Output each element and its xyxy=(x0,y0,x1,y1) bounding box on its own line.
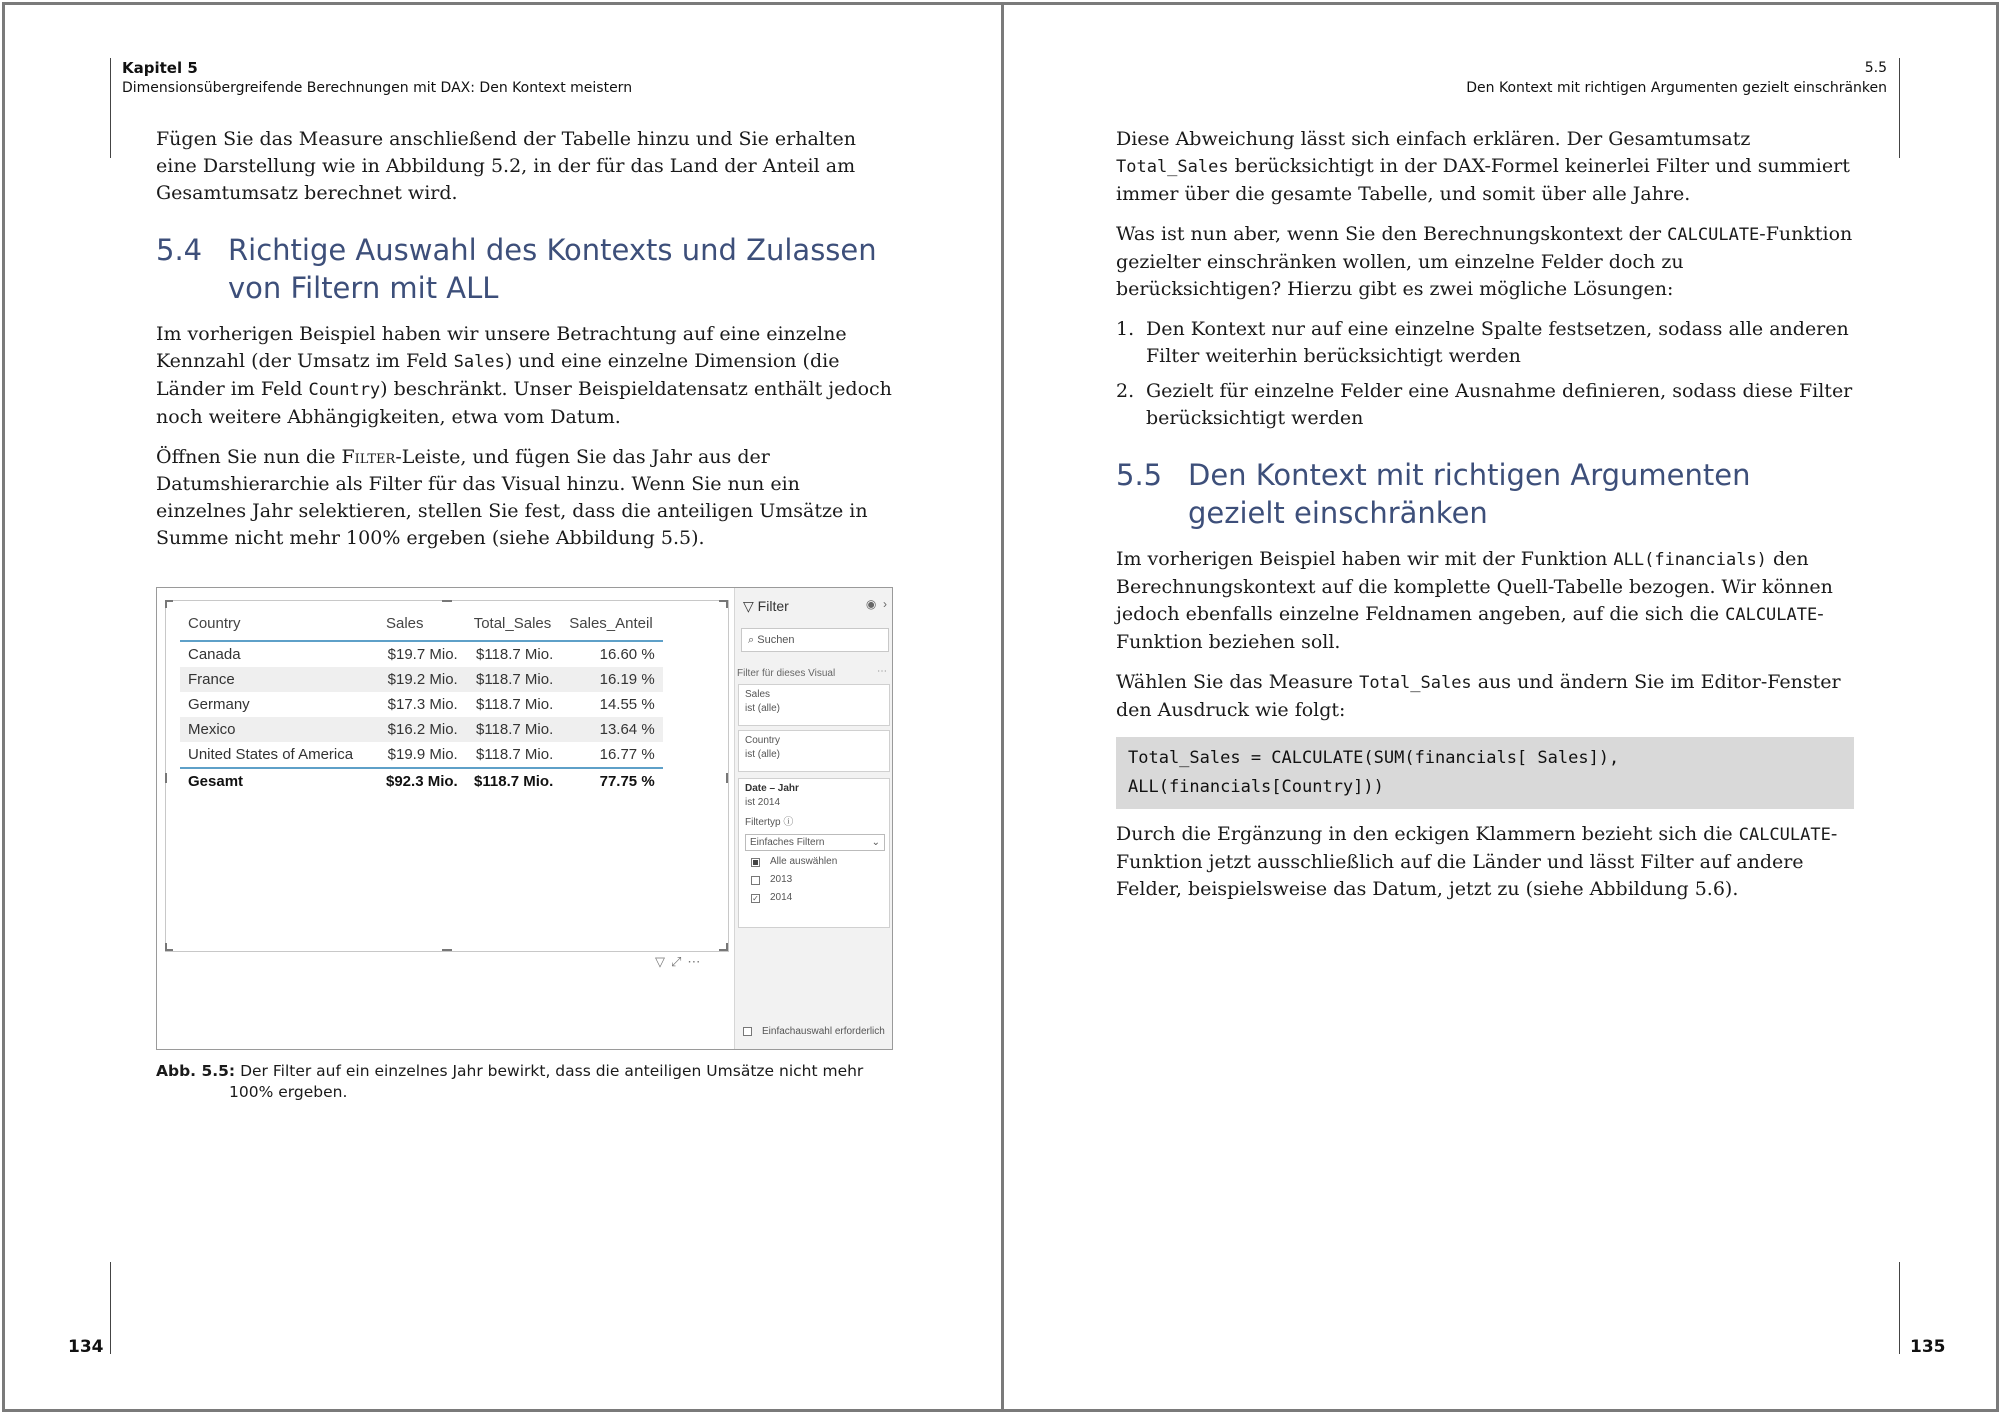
text-run: aus und ändern Sie im Editor-Fenster den Ausdruck wie folgt: xyxy=(1116,671,1841,721)
filter-card-country[interactable] xyxy=(738,730,890,772)
text-run: -Funktion beziehen soll. xyxy=(1116,603,1824,653)
resize-handle[interactable] xyxy=(726,773,728,783)
margin-rule xyxy=(110,1262,111,1354)
filter-type-dropdown[interactable] xyxy=(745,834,885,851)
search-placeholder: Suchen xyxy=(757,634,795,646)
dropdown-value: Einfaches Filtern xyxy=(750,837,825,848)
table-cell: 13.64 % xyxy=(561,717,662,742)
paragraph xyxy=(156,444,893,552)
filter-pane xyxy=(734,588,893,1049)
filter-option-select-all[interactable] xyxy=(745,855,883,869)
paragraph: Fügen Sie das Measure anschließend der Tabelle hinzu und Sie erhalten eine Darstellung wie in Abbildung 5.2, in der für das Land der Anteil am Gesamtumsatz berechnet wird. xyxy=(156,128,856,204)
chapter-label: Kapitel 5 xyxy=(122,59,198,77)
list-item xyxy=(1116,378,1854,432)
info-icon: ⓘ xyxy=(783,817,794,828)
filter-card-field xyxy=(745,782,883,796)
filter-card-sales[interactable] xyxy=(738,684,890,726)
table-cell: Canada xyxy=(188,646,241,663)
column-header[interactable]: Country xyxy=(180,609,378,641)
filter-option-2013[interactable] xyxy=(745,873,883,887)
resize-handle[interactable] xyxy=(165,600,167,608)
text-run: -Funktion gezielter einschränken wollen, um einzelne Felder doch zu berücksichtigen? Hierzu gibt es zwei mögliche Lösungen: xyxy=(1116,223,1853,300)
table-cell: $19.7 Mio. xyxy=(387,646,458,663)
list-text: Gezielt für einzelne Felder eine Ausnahme definieren, sodass diese Filter berücksichtigt werden xyxy=(1146,380,1853,429)
table-cell: Gesamt xyxy=(180,768,378,794)
right-page xyxy=(1004,0,2003,1416)
filter-card-date-year[interactable] xyxy=(738,778,890,928)
data-table xyxy=(180,609,663,794)
filter-pane-header-icons xyxy=(866,597,887,611)
search-icon: ⌕ xyxy=(748,634,755,646)
table-cell: Mexico xyxy=(180,717,378,742)
left-page xyxy=(0,0,1001,1416)
inline-code: CALCULATE xyxy=(1738,825,1831,845)
running-header xyxy=(122,58,632,98)
section-heading xyxy=(156,231,893,307)
filter-card-value: ist (alle) xyxy=(745,703,781,714)
small-caps-term: Filter xyxy=(341,446,396,468)
section-number: 5.5 xyxy=(1116,458,1163,492)
resize-handle[interactable] xyxy=(726,600,728,608)
running-header xyxy=(1466,58,1887,98)
table-cell: $16.2 Mio. xyxy=(378,717,466,742)
table-cell: 14.55 % xyxy=(599,696,655,713)
numbered-list xyxy=(1116,316,1854,432)
table-row[interactable] xyxy=(180,667,663,692)
table-visual[interactable] xyxy=(165,600,729,952)
filter-icon: ▽ xyxy=(743,598,754,614)
resize-handle[interactable] xyxy=(726,943,728,951)
page-number: 135 xyxy=(1910,1337,1946,1357)
paragraph xyxy=(1116,221,1854,303)
table-cell: Germany xyxy=(188,696,250,713)
inline-code: Sales xyxy=(453,352,505,372)
option-label: 2014 xyxy=(770,892,793,903)
column-header[interactable]: Total_Sales xyxy=(466,609,562,641)
figure-caption xyxy=(156,1061,916,1103)
margin-rule xyxy=(110,58,111,158)
caption-text-continued: 100% ergeben. xyxy=(229,1083,348,1101)
list-item xyxy=(1116,316,1854,370)
table-row[interactable] xyxy=(180,717,663,742)
text-run: den Berechnungskontext auf die komplette Quell-Tabelle bezogen. Wir können jedoch ebenfalls einzelne Feldnamen angeben, auf die sich die xyxy=(1116,548,1833,625)
inline-code: Total_Sales xyxy=(1116,157,1229,177)
table-cell: $118.7 Mio. xyxy=(466,768,562,794)
paragraph xyxy=(156,321,893,431)
require-single-selection[interactable] xyxy=(743,1026,885,1037)
option-label: Alle auswählen xyxy=(770,856,838,867)
filter-option-2014[interactable] xyxy=(745,891,883,905)
section-title: Richtige Auswahl des Kontexts und Zulassen von Filtern mit ALL xyxy=(228,233,877,305)
caption-text: Der Filter auf ein einzelnes Jahr bewirkt, dass die anteiligen Umsätze nicht mehr xyxy=(240,1062,864,1080)
table-cell: $17.3 Mio. xyxy=(387,696,458,713)
table-cell: $92.3 Mio. xyxy=(378,768,466,794)
margin-rule xyxy=(1899,1262,1900,1354)
resize-handle[interactable] xyxy=(442,600,452,602)
inline-code: ALL(financials) xyxy=(1613,550,1767,570)
section-number: 5.4 xyxy=(156,233,203,267)
filter-card-value: ist 2014 xyxy=(745,797,781,808)
option-label: 2013 xyxy=(770,874,793,885)
chevron-down-icon: ⌄ xyxy=(871,837,880,848)
filter-field-name: Date – Jahr xyxy=(745,783,799,794)
left-body-text xyxy=(156,126,893,565)
table-row[interactable] xyxy=(180,742,663,768)
filter-search-input[interactable] xyxy=(741,628,889,652)
section-title: Den Kontext mit richtigen Argumenten gezielt einschränken xyxy=(1188,458,1751,530)
text-run: berücksichtigt in der DAX-Formel keinerlei Filter und summiert immer über die gesamte Tabelle, und somit über alle Jahre. xyxy=(1116,155,1850,205)
figure-screenshot xyxy=(156,587,893,1050)
text-run: Wählen Sie das Measure xyxy=(1116,671,1360,693)
filter-pane-title: Filter xyxy=(757,598,789,614)
header-section-number: 5.5 xyxy=(1864,60,1887,76)
text-run: -Funktion jetzt ausschließlich auf die Länder und lässt Filter auf andere Felder, beispielsweise das Datum, jetzt zu (siehe Abbildung 5.6). xyxy=(1116,823,1838,900)
table-cell: France xyxy=(180,667,378,692)
table-total-row xyxy=(180,768,663,794)
more-options-icon[interactable]: ⋯ xyxy=(687,954,707,969)
table-cell: $118.7 Mio. xyxy=(475,646,554,663)
more-options-icon[interactable]: ⋯ xyxy=(877,666,887,677)
text-run: Im vorherigen Beispiel haben wir unsere Betrachtung auf eine einzelne Kennzahl (der Umsatz im Feld xyxy=(156,323,847,372)
text-run: Was ist nun aber, wenn Sie den Berechnungskontext der xyxy=(1116,223,1668,245)
page-number: 134 xyxy=(68,1337,104,1357)
list-number: 1. xyxy=(1116,318,1135,340)
margin-rule xyxy=(1899,58,1900,158)
checkbox[interactable] xyxy=(751,876,760,885)
option-label: Einfachauswahl erforderlich xyxy=(762,1026,885,1037)
chapter-title: Dimensionsübergreifende Berechnungen mit DAX: Den Kontext meistern xyxy=(122,80,633,96)
focus-mode-icon[interactable]: ⤢ xyxy=(671,954,688,969)
paragraph xyxy=(1116,546,1854,656)
filter-card-field: Sales xyxy=(745,689,771,700)
filter-type-text: Filtertyp xyxy=(745,817,781,828)
filter-pane-header xyxy=(743,598,789,615)
right-body-text xyxy=(1116,126,1854,916)
filter-icon[interactable]: ▽ xyxy=(655,954,671,969)
checkbox[interactable] xyxy=(743,1027,752,1036)
caption-label: Abb. 5.5: xyxy=(156,1062,236,1080)
text-run: Öffnen Sie nun die xyxy=(156,446,342,468)
table-cell: 16.77 % xyxy=(599,746,655,763)
visual-header-icons xyxy=(655,954,706,970)
text-run: Diese Abweichung lässt sich einfach erklären. Der Gesamtumsatz xyxy=(1116,128,1751,150)
table-header-row xyxy=(180,609,663,641)
inline-code: CALCULATE xyxy=(1725,605,1818,625)
paragraph xyxy=(1116,821,1854,903)
checkbox[interactable] xyxy=(751,858,760,867)
inline-code: Country xyxy=(308,380,381,400)
table-cell: United States of America xyxy=(188,746,354,763)
text-run: Durch die Ergänzung in den eckigen Klammern bezieht sich die xyxy=(1116,823,1739,845)
text-run: ) beschränkt. Unser Beispieldatensatz enthält jedoch noch weitere Abhängigkeiten, etwa vom Datum. xyxy=(156,378,892,428)
table-row[interactable] xyxy=(180,692,663,717)
table-cell: $118.7 Mio. xyxy=(475,696,554,713)
table-row[interactable] xyxy=(180,641,663,667)
filter-type-label xyxy=(745,816,883,830)
chevron-right-icon[interactable]: › xyxy=(883,597,887,611)
column-header[interactable]: Sales_Anteil xyxy=(561,609,662,641)
resize-handle[interactable] xyxy=(442,949,452,951)
resize-handle[interactable] xyxy=(165,943,167,951)
eye-icon[interactable]: ◉ xyxy=(865,597,877,611)
filter-card-field: Country xyxy=(745,735,781,746)
inline-code: CALCULATE xyxy=(1667,225,1760,245)
list-number: 2. xyxy=(1116,380,1135,402)
table-cell: $118.7 Mio. xyxy=(466,717,562,742)
filter-card-value: ist (alle) xyxy=(745,749,781,760)
table-cell: $19.9 Mio. xyxy=(387,746,458,763)
paragraph xyxy=(1116,669,1854,724)
text-run: Im vorherigen Beispiel haben wir mit der Funktion xyxy=(1116,548,1614,570)
text-run: -Leiste, und fügen Sie das Jahr aus der Datumshierarchie als Filter für das Visual hinzu. Wenn Sie nun ein einzelnes Jahr selektieren, stellen Sie fest, dass die anteiligen Umsätze in Summe nicht mehr 100% ergeben (siehe Abbildung 5.5). xyxy=(156,446,868,549)
code-block: Total_Sales = CALCULATE(SUM(financials[ Sales]), ALL(financials[Country])) xyxy=(1116,737,1854,809)
table-cell: $19.2 Mio. xyxy=(378,667,466,692)
checkbox-checked[interactable]: ✓ xyxy=(752,893,759,903)
header-section-title: Den Kontext mit richtigen Argumenten gezielt einschränken xyxy=(1466,80,1887,96)
table-cell: 16.60 % xyxy=(599,646,655,663)
filter-section-label: Filter für dieses Visual xyxy=(737,668,836,679)
text-run: ) und eine einzelne Dimension (die Länder im Feld xyxy=(156,350,840,400)
list-text: Den Kontext nur auf eine einzelne Spalte festsetzen, sodass alle anderen Filter weiterhin berücksichtigt werden xyxy=(1146,318,1849,367)
table-cell: $118.7 Mio. xyxy=(475,746,554,763)
table-cell: 16.19 % xyxy=(561,667,662,692)
column-header[interactable]: Sales xyxy=(378,609,466,641)
inline-code: Total_Sales xyxy=(1359,673,1472,693)
paragraph xyxy=(1116,126,1854,208)
table-cell: $118.7 Mio. xyxy=(466,667,562,692)
section-heading xyxy=(1116,456,1854,532)
resize-handle[interactable] xyxy=(165,773,167,783)
table-cell: 77.75 % xyxy=(561,768,662,794)
